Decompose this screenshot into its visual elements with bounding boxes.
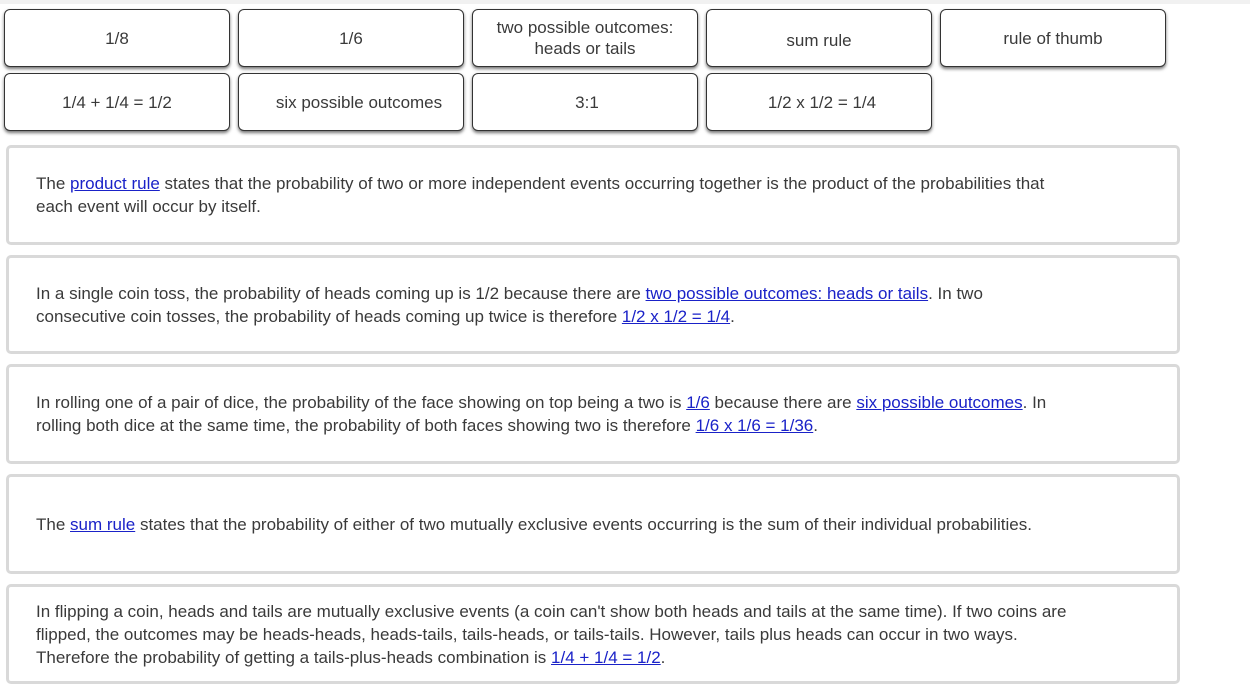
question-box-2: [6, 255, 1180, 354]
filled-answer-blank[interactable]: 1/2 x 1/2 = 1/4: [621, 306, 731, 326]
filled-answer-blank[interactable]: 1/4 + 1/4 = 1/2: [551, 647, 661, 667]
question-text: In a single coin toss, the probability of heads coming up is 1/2 because there are two possible outcomes: heads or tails. In two consecutive coin tosses, the probability of heads coming up twice is therefore 1/2 x 1/2 = 1/4.: [36, 283, 983, 326]
question-text: In rolling one of a pair of dice, the probability of the face showing on top being a two is 1/6 because there are six possible outcomes. In rolling both dice at the same time, the probability of both faces showing two is therefore 1/6 x 1/6 = 1/36.: [36, 393, 1047, 435]
question-text: The product rule states that the probability of two or more independent events occurring together is the product of the probabilities that each event will occur by itself.: [36, 174, 1045, 216]
filled-answer-blank[interactable]: product rule: [70, 174, 160, 193]
filled-answer-blank[interactable]: 1/6 x 1/6 = 1/36: [695, 416, 814, 435]
filled-answer-blank[interactable]: two possible outcomes: heads or tails: [645, 283, 929, 303]
answer-tile[interactable]: two possible outcomes: heads or tails: [472, 9, 698, 67]
answer-tile[interactable]: rule of thumb: [940, 9, 1166, 67]
answer-tile[interactable]: 1/4 + 1/4 = 1/2: [4, 73, 230, 131]
answer-tile[interactable]: 1/8: [4, 9, 230, 67]
question-text: The sum rule states that the probability of either of two mutually exclusive events occurring is the sum of their individual probabilities.: [36, 514, 1032, 534]
question-text: In flipping a coin, heads and tails are mutually exclusive events (a coin can't show both heads and tails at the same time). If two coins are flipped, the outcomes may be heads-heads, heads-tails, tails-heads, or tails-tails. However, tails plus heads can occur in two ways. Therefore the probability of getting a tails-plus-heads combination is 1/4 + 1/4 = 1/2.: [36, 601, 1067, 667]
filled-answer-blank[interactable]: six possible outcomes: [856, 393, 1023, 412]
filled-answer-blank[interactable]: sum rule: [70, 514, 136, 534]
answer-tile[interactable]: 3:1: [472, 73, 698, 131]
answer-bank: [0, 0, 1250, 135]
answer-tile[interactable]: sum rule: [706, 9, 932, 67]
filled-answer-blank[interactable]: 1/6: [686, 393, 710, 412]
answer-tile[interactable]: 1/2 x 1/2 = 1/4: [706, 73, 932, 131]
question-box-1: [6, 145, 1180, 245]
answer-tile[interactable]: six possible outcomes: [238, 73, 464, 131]
question-box-4: [6, 474, 1180, 574]
question-box-5: [6, 584, 1180, 684]
question-box-3: [6, 364, 1180, 464]
answer-tile[interactable]: 1/6: [238, 9, 464, 67]
